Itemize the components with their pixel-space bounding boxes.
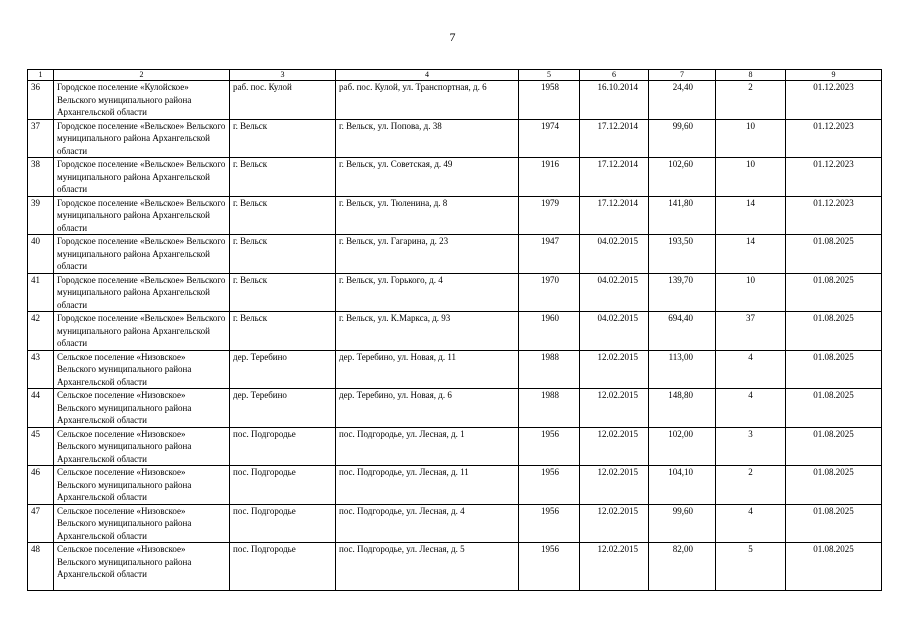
locality: пос. Подгородье	[230, 466, 336, 505]
table-row	[28, 196, 882, 235]
build-year: 1956	[519, 504, 580, 543]
table-row	[28, 273, 882, 312]
build-year: 1970	[519, 273, 580, 312]
settlement-name: Сельское поселение «Низовское» Вельского муниципального района Архангельской области	[54, 427, 230, 466]
row-number: 47	[28, 504, 54, 543]
address: дер. Теребино, ул. Новая, д. 11	[336, 350, 519, 389]
table-row	[28, 389, 882, 428]
settlement-name: Городское поселение «Кулойское» Вельского муниципального района Архангельской области	[54, 81, 230, 120]
area: 99,60	[649, 119, 716, 158]
address: г. Вельск, ул. Советская, д. 49	[336, 158, 519, 197]
settlement-name: Городское поселение «Вельское» Вельского муниципального района Архангельской области	[54, 235, 230, 274]
address: пос. Подгородье, ул. Лесная, д. 5	[336, 543, 519, 591]
table-row	[28, 235, 882, 274]
resettlement-deadline: 01.08.2025	[786, 504, 882, 543]
area: 193,50	[649, 235, 716, 274]
recognition-date: 12.02.2015	[580, 389, 649, 428]
page-number: 7	[449, 30, 456, 44]
build-year: 1916	[519, 158, 580, 197]
address: г. Вельск, ул. Горького, д. 4	[336, 273, 519, 312]
locality: дер. Теребино	[230, 350, 336, 389]
locality: г. Вельск	[230, 235, 336, 274]
build-year: 1960	[519, 312, 580, 351]
address: г. Вельск, ул. Тюленина, д. 8	[336, 196, 519, 235]
locality: г. Вельск	[230, 312, 336, 351]
locality: г. Вельск	[230, 158, 336, 197]
column-header-1: 1	[28, 70, 54, 81]
table-row	[28, 312, 882, 351]
table-row	[28, 158, 882, 197]
residents-count: 4	[716, 504, 786, 543]
table-row	[28, 119, 882, 158]
locality: г. Вельск	[230, 196, 336, 235]
settlement-name: Сельское поселение «Низовское» Вельского муниципального района Архангельской области	[54, 389, 230, 428]
column-header-6: 6	[580, 70, 649, 81]
resettlement-deadline: 01.08.2025	[786, 235, 882, 274]
resettlement-deadline: 01.08.2025	[786, 427, 882, 466]
residents-count: 37	[716, 312, 786, 351]
resettlement-deadline: 01.12.2023	[786, 196, 882, 235]
row-number: 39	[28, 196, 54, 235]
address: г. Вельск, ул. К.Маркса, д. 93	[336, 312, 519, 351]
table-row	[28, 427, 882, 466]
resettlement-deadline: 01.12.2023	[786, 81, 882, 120]
residents-count: 5	[716, 543, 786, 591]
area: 694,40	[649, 312, 716, 351]
residents-count: 10	[716, 158, 786, 197]
recognition-date: 12.02.2015	[580, 466, 649, 505]
settlement-name: Городское поселение «Вельское» Вельского муниципального района Архангельской области	[54, 119, 230, 158]
address: пос. Подгородье, ул. Лесная, д. 1	[336, 427, 519, 466]
area: 99,60	[649, 504, 716, 543]
build-year: 1958	[519, 81, 580, 120]
row-number: 46	[28, 466, 54, 505]
row-number: 43	[28, 350, 54, 389]
area: 141,80	[649, 196, 716, 235]
row-number: 42	[28, 312, 54, 351]
resettlement-deadline: 01.08.2025	[786, 389, 882, 428]
row-number: 40	[28, 235, 54, 274]
build-year: 1988	[519, 350, 580, 389]
recognition-date: 12.02.2015	[580, 350, 649, 389]
area: 113,00	[649, 350, 716, 389]
resettlement-deadline: 01.08.2025	[786, 273, 882, 312]
row-number: 38	[28, 158, 54, 197]
build-year: 1956	[519, 427, 580, 466]
residents-count: 4	[716, 350, 786, 389]
recognition-date: 12.02.2015	[580, 504, 649, 543]
recognition-date: 12.02.2015	[580, 543, 649, 591]
recognition-date: 04.02.2015	[580, 273, 649, 312]
resettlement-deadline: 01.08.2025	[786, 543, 882, 591]
build-year: 1947	[519, 235, 580, 274]
row-number: 45	[28, 427, 54, 466]
column-header-5: 5	[519, 70, 580, 81]
build-year: 1979	[519, 196, 580, 235]
residents-count: 2	[716, 81, 786, 120]
address: пос. Подгородье, ул. Лесная, д. 11	[336, 466, 519, 505]
column-header-9: 9	[786, 70, 882, 81]
locality: пос. Подгородье	[230, 504, 336, 543]
residents-count: 10	[716, 273, 786, 312]
recognition-date: 17.12.2014	[580, 119, 649, 158]
settlement-name: Сельское поселение «Низовское» Вельского муниципального района Архангельской области	[54, 543, 230, 591]
address: г. Вельск, ул. Попова, д. 38	[336, 119, 519, 158]
recognition-date: 12.02.2015	[580, 427, 649, 466]
residents-count: 10	[716, 119, 786, 158]
column-header-2: 2	[54, 70, 230, 81]
residents-count: 4	[716, 389, 786, 428]
recognition-date: 04.02.2015	[580, 235, 649, 274]
recognition-date: 17.12.2014	[580, 196, 649, 235]
settlement-name: Сельское поселение «Низовское» Вельского муниципального района Архангельской области	[54, 350, 230, 389]
build-year: 1988	[519, 389, 580, 428]
recognition-date: 04.02.2015	[580, 312, 649, 351]
residents-count: 14	[716, 235, 786, 274]
table-row	[28, 350, 882, 389]
resettlement-deadline: 01.12.2023	[786, 119, 882, 158]
settlement-name: Сельское поселение «Низовское» Вельского муниципального района Архангельской области	[54, 466, 230, 505]
locality: дер. Теребино	[230, 389, 336, 428]
area: 102,60	[649, 158, 716, 197]
area: 82,00	[649, 543, 716, 591]
row-number: 41	[28, 273, 54, 312]
row-number: 48	[28, 543, 54, 591]
address: г. Вельск, ул. Гагарина, д. 23	[336, 235, 519, 274]
area: 104,10	[649, 466, 716, 505]
area: 139,70	[649, 273, 716, 312]
settlement-name: Городское поселение «Вельское» Вельского муниципального района Архангельской области	[54, 273, 230, 312]
locality: г. Вельск	[230, 119, 336, 158]
table-row	[28, 81, 882, 120]
settlement-name: Сельское поселение «Низовское» Вельского муниципального района Архангельской области	[54, 504, 230, 543]
column-header-4: 4	[336, 70, 519, 81]
resettlement-deadline: 01.08.2025	[786, 312, 882, 351]
row-number: 37	[28, 119, 54, 158]
area: 24,40	[649, 81, 716, 120]
row-number: 36	[28, 81, 54, 120]
residents-count: 2	[716, 466, 786, 505]
table-row	[28, 466, 882, 505]
build-year: 1974	[519, 119, 580, 158]
table-row	[28, 504, 882, 543]
locality: пос. Подгородье	[230, 543, 336, 591]
area: 102,00	[649, 427, 716, 466]
column-header-7: 7	[649, 70, 716, 81]
column-header-3: 3	[230, 70, 336, 81]
locality: пос. Подгородье	[230, 427, 336, 466]
settlement-name: Городское поселение «Вельское» Вельского муниципального района Архангельской области	[54, 312, 230, 351]
resettlement-deadline: 01.08.2025	[786, 466, 882, 505]
build-year: 1956	[519, 466, 580, 505]
column-header-8: 8	[716, 70, 786, 81]
recognition-date: 16.10.2014	[580, 81, 649, 120]
address: пос. Подгородье, ул. Лесная, д. 4	[336, 504, 519, 543]
build-year: 1956	[519, 543, 580, 591]
residents-count: 3	[716, 427, 786, 466]
settlement-name: Городское поселение «Вельское» Вельского муниципального района Архангельской области	[54, 196, 230, 235]
housing-registry-table	[27, 69, 882, 591]
area: 148,80	[649, 389, 716, 428]
column-header-row	[28, 70, 882, 81]
residents-count: 14	[716, 196, 786, 235]
row-number: 44	[28, 389, 54, 428]
locality: раб. пос. Кулой	[230, 81, 336, 120]
resettlement-deadline: 01.08.2025	[786, 350, 882, 389]
resettlement-deadline: 01.12.2023	[786, 158, 882, 197]
recognition-date: 17.12.2014	[580, 158, 649, 197]
table-row	[28, 543, 882, 591]
address: дер. Теребино, ул. Новая, д. 6	[336, 389, 519, 428]
address: раб. пос. Кулой, ул. Транспортная, д. 6	[336, 81, 519, 120]
locality: г. Вельск	[230, 273, 336, 312]
settlement-name: Городское поселение «Вельское» Вельского муниципального района Архангельской области	[54, 158, 230, 197]
